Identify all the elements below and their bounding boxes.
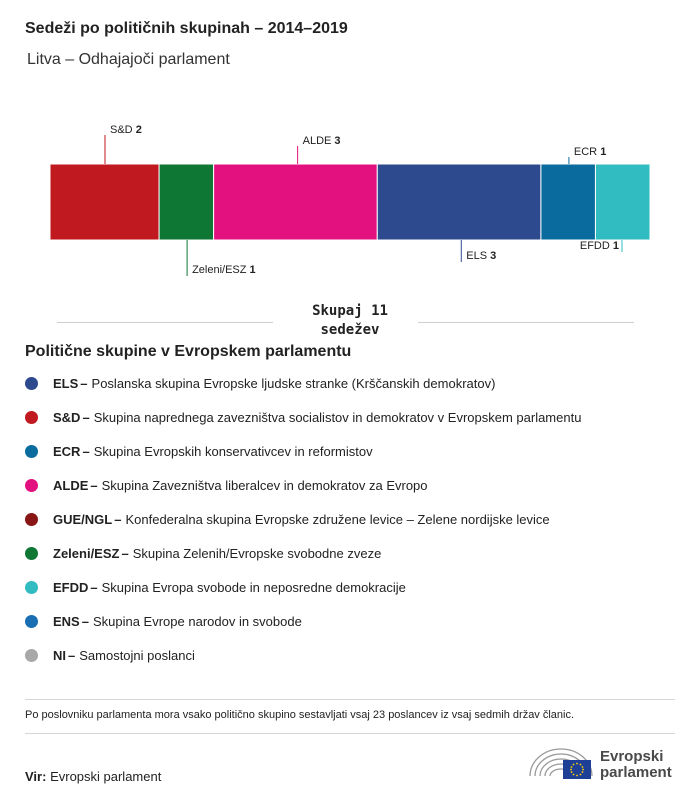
legend-color-dot [25, 479, 38, 492]
legend-item [25, 536, 581, 570]
total-seats-label [280, 302, 420, 340]
seg-label-zeleni-esz: Zeleni/ESZ 1 [192, 264, 256, 276]
seg-label-alde: ALDE 3 [302, 135, 341, 147]
logo-line2: parlament [600, 764, 672, 781]
bar-segment-efdd [595, 164, 650, 240]
legend-abbr: ECR [53, 443, 81, 459]
legend-abbr: ALDE [53, 477, 89, 493]
seg-label-s-d: S&D 2 [110, 124, 142, 136]
source-label: Vir: [25, 769, 47, 784]
source [25, 769, 161, 784]
legend-item [25, 502, 581, 536]
legend-separator: – [68, 647, 76, 663]
legend-separator: – [90, 579, 98, 595]
legend-separator: – [90, 477, 98, 493]
legend-item [25, 400, 581, 434]
legend-separator: – [80, 375, 88, 391]
legend [25, 366, 581, 672]
rules-note: Po poslovniku parlamenta mora vsako politično skupino sestavljati vsaj 23 poslancev iz vsaj sedmih držav članic. [25, 709, 575, 721]
chart-subtitle: Litva – Odhajajoči parlament [27, 51, 230, 68]
source-value: Evropski parlament [50, 769, 162, 784]
legend-separator: – [81, 613, 89, 629]
legend-color-dot [25, 649, 38, 662]
legend-abbr: GUE/NGL [53, 511, 113, 527]
legend-description: Samostojni poslanci [79, 647, 195, 663]
chart-title: Sedeži po političnih skupinah – 2014–2019 [25, 20, 348, 37]
seg-label-els: ELS 3 [466, 250, 497, 262]
total-seats-line2: sedežev [320, 322, 380, 338]
legend-abbr: Zeleni/ESZ [53, 545, 120, 561]
legend-description: Konfederalna skupina Evropske združene levice – Zelene nordijske levice [125, 511, 550, 527]
legend-abbr: ENS [53, 613, 80, 629]
legend-description: Skupina Evrope narodov in svobode [92, 613, 302, 629]
logo-wordmark [600, 749, 672, 781]
total-divider-right [418, 322, 634, 323]
legend-item [25, 570, 581, 604]
note-divider-bottom [25, 733, 675, 734]
legend-item [25, 366, 581, 400]
bar-segment-alde [214, 164, 378, 240]
legend-color-dot [25, 513, 38, 526]
legend-item [25, 604, 581, 638]
total-divider-left [57, 322, 273, 323]
seg-label-ecr: ECR 1 [573, 146, 607, 158]
legend-abbr: S&D [53, 409, 81, 425]
legend-separator: – [82, 443, 90, 459]
legend-description: Poslanska skupina Evropske ljudske stranke (Krščanskih demokratov) [91, 375, 496, 391]
legend-item [25, 434, 581, 468]
bar-segment-els [377, 164, 541, 240]
total-seats-line1: Skupaj 11 [312, 303, 388, 319]
legend-abbr: ELS [53, 375, 79, 391]
legend-item [25, 638, 581, 672]
bar-segment-ecr [541, 164, 596, 240]
seg-label-efdd: EFDD 1 [579, 240, 619, 252]
note-divider-top [25, 699, 675, 700]
legend-abbr: NI [53, 647, 66, 663]
legend-color-dot [25, 615, 38, 628]
logo-line1: Evropski [600, 748, 664, 765]
bar-segment-s-d [50, 164, 159, 240]
legend-separator: – [82, 409, 90, 425]
legend-abbr: EFDD [53, 579, 89, 595]
legend-title: Politične skupine v Evropskem parlamentu [25, 343, 352, 360]
legend-separator: – [121, 545, 129, 561]
legend-color-dot [25, 581, 38, 594]
legend-description: Skupina Zelenih/Evropske svobodne zveze [132, 545, 382, 561]
bar-segment-zeleni-esz [159, 164, 214, 240]
legend-description: Skupina Evropa svobode in neposredne demokracije [101, 579, 406, 595]
legend-color-dot [25, 411, 38, 424]
legend-description: Skupina naprednega zavezništva socialistov in demokratov v Evropskem parlamentu [93, 409, 582, 425]
legend-description: Skupina Evropskih konservativcev in reformistov [93, 443, 373, 459]
seat-bar-chart [0, 0, 700, 300]
legend-item [25, 468, 581, 502]
legend-color-dot [25, 547, 38, 560]
legend-color-dot [25, 377, 38, 390]
legend-color-dot [25, 445, 38, 458]
legend-separator: – [114, 511, 122, 527]
legend-description: Skupina Zavezništva liberalcev in demokratov za Evropo [101, 477, 428, 493]
